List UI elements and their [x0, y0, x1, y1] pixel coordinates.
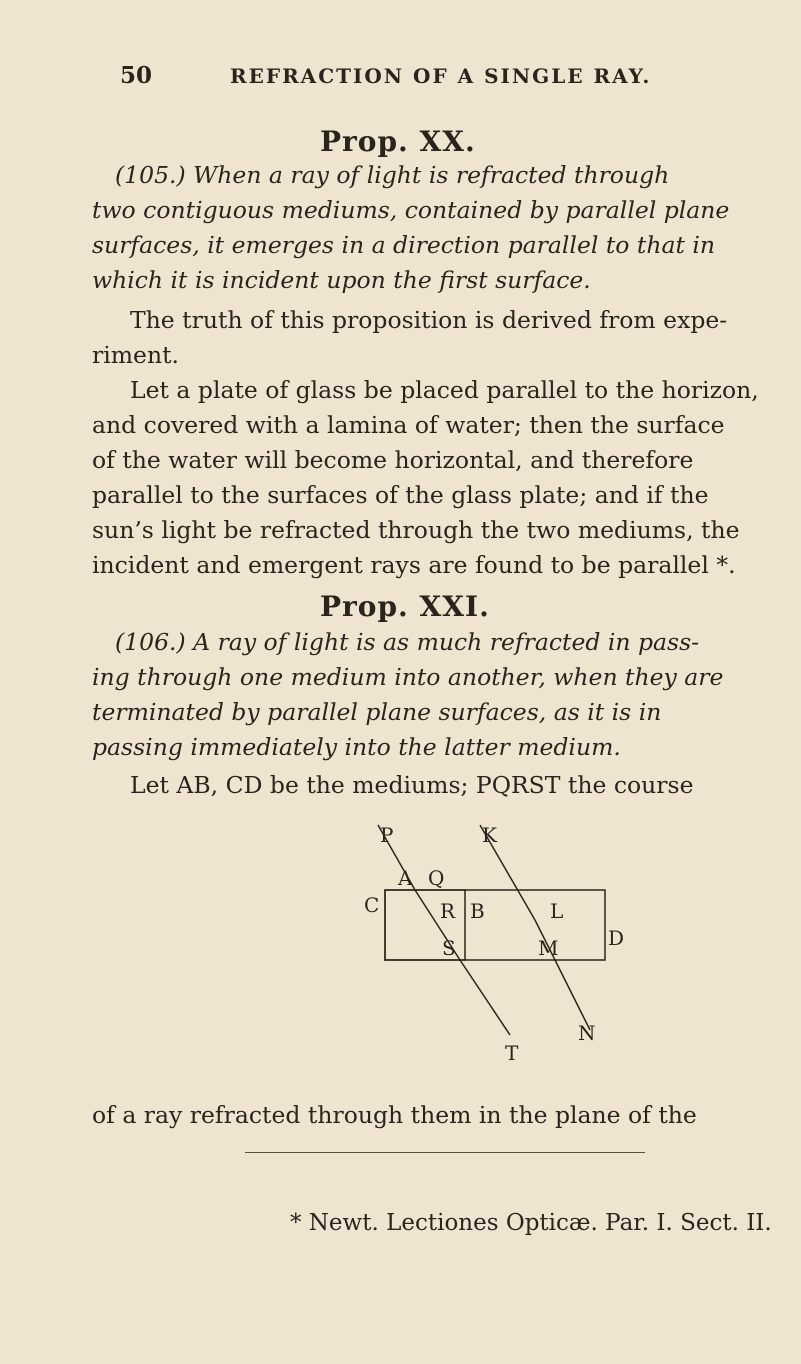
body-text-line: parallel to the surfaces of the glass plate; and if the [92, 481, 709, 509]
proposition-statement-line: ing through one medium into another, when they are [92, 663, 724, 691]
label-s: S [442, 936, 456, 960]
label-n: N [578, 1021, 596, 1045]
proposition-statement-line: surfaces, it emerges in a direction parallel to that in [92, 231, 716, 259]
proposition-statement-line: passing immediately into the latter medium. [92, 733, 621, 761]
label-a: A [398, 866, 413, 890]
proposition-statement-line: (105.) When a ray of light is refracted through [115, 161, 670, 189]
body-text-line: incident and emergent rays are found to be parallel *. [92, 551, 736, 579]
label-k: K [482, 823, 497, 847]
proposition-statement-line: which it is incident upon the first surface. [92, 266, 591, 294]
body-text-line: The truth of this proposition is derived from expe- [130, 306, 728, 334]
running-title: REFRACTION OF A SINGLE RAY. [230, 64, 652, 88]
proposition-heading: Prop. XX. [320, 125, 476, 158]
refraction-diagram [360, 820, 630, 1070]
proposition-heading: Prop. XXI. [320, 590, 490, 623]
label-m: M [538, 936, 559, 960]
label-r: R [440, 899, 456, 923]
emergent-ray [460, 960, 510, 1035]
body-text-line: of a ray refracted through them in the plane of the [92, 1101, 697, 1129]
body-text-line: riment. [92, 341, 179, 369]
body-text-line: Let a plate of glass be placed parallel to the horizon, [130, 376, 759, 404]
label-l: L [550, 899, 564, 923]
page-number: 50 [120, 62, 153, 89]
body-text-line: sun’s light be refracted through the two mediums, the [92, 516, 740, 544]
label-d: D [608, 926, 625, 950]
label-b: B [470, 899, 485, 923]
medium-cd-box [385, 890, 605, 960]
label-t: T [505, 1041, 519, 1065]
label-q: Q [428, 866, 445, 890]
proposition-statement-line: (106.) A ray of light is as much refracted in pass- [115, 628, 700, 656]
proposition-statement-line: two contiguous mediums, contained by parallel plane [92, 196, 730, 224]
footnote: * Newt. Lectiones Opticæ. Par. I. Sect. II. [290, 1210, 772, 1236]
footnote-rule [245, 1152, 645, 1153]
body-text-line: Let AB, CD be the mediums; PQRST the course [130, 771, 694, 799]
page-header [120, 62, 720, 92]
label-p: P [380, 823, 394, 847]
label-c: C [364, 893, 380, 917]
proposition-statement-line: terminated by parallel plane surfaces, as it is in [92, 698, 662, 726]
body-text-line: and covered with a lamina of water; then the surface [92, 411, 725, 439]
body-text-line: of the water will become horizontal, and therefore [92, 446, 694, 474]
